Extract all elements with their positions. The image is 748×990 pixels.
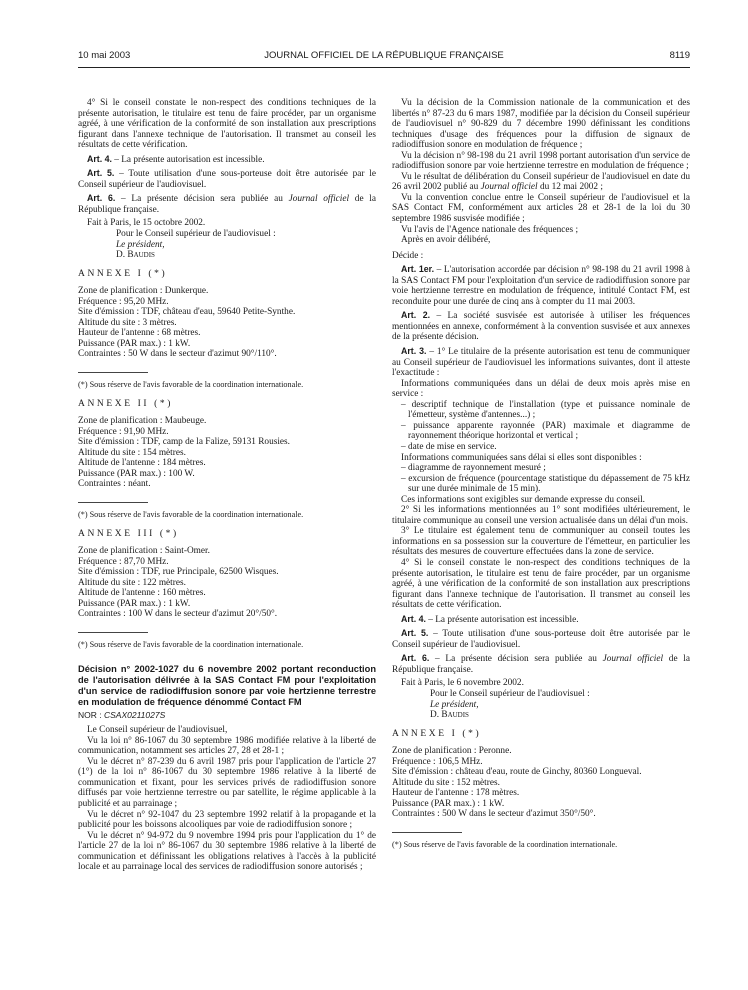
- left-column: [78, 98, 376, 873]
- article-text: – La présente décision sera publiée au: [115, 194, 289, 205]
- annex-title: ANNEXE II (*): [78, 398, 174, 409]
- list-item: – puissance apparente rayonnée (PAR) maximale et diagramme de rayonnement théorique horizontal et vertical ;: [392, 421, 690, 442]
- annex-line: Zone de planification : Dunkerque.: [78, 286, 209, 297]
- annex-block-2: [78, 399, 376, 521]
- annex-line: Fréquence : 106,5 MHz.: [392, 756, 483, 767]
- header-page-number: 8119: [669, 50, 690, 61]
- vu-line: Vu l'avis de l'Agence nationale des fréquences ;: [401, 224, 579, 235]
- vu-line: Après en avoir délibéré,: [401, 235, 491, 246]
- info-list-a: [392, 400, 690, 453]
- article-label: Art. 6.: [87, 193, 116, 204]
- header-rule: [78, 67, 690, 68]
- annex-block-3: [78, 529, 376, 651]
- annex-line: Altitude du site : 3 mètres.: [78, 317, 177, 328]
- article-6: [78, 193, 376, 215]
- vu-line: Vu la décision n° 98-198 du 21 avril 1998 portant autorisation d'un service de radiodiffusion sonore par voie hertzienne terrestre en modulation de fréquence ;: [392, 150, 690, 172]
- article-label: Art. 5.: [87, 168, 115, 179]
- intro-line: Le Conseil supérieur de l'audiovisuel,: [87, 725, 228, 736]
- annex-line: Contraintes : 100 W dans le secteur d'azimut 20°/50°.: [78, 609, 278, 620]
- annex-line: Hauteur de l'antenne : 178 mètres.: [392, 788, 520, 799]
- annex-line: Altitude du site : 152 mètres.: [392, 777, 500, 788]
- article-text: – 1° Le titulaire de la présente autorisation est tenu de communiquer au Conseil supérieur de l'audiovisuel les informations suivantes, dont il atteste l'exactitude :: [392, 347, 690, 379]
- right-column: [392, 98, 690, 851]
- article-text: – La présente décision sera publiée au: [429, 654, 603, 665]
- list-item: – descriptif technique de l'installation (type et puissance nominale de l'émetteur, système d'antennes...) ;: [392, 400, 690, 421]
- article-text: – L'autorisation accordée par décision n° 98-198 du 21 avril 1998 à la SAS Contact FM pour l'exploitation d'un service de radiodiffusion sonore par voie hertzienne terrestre en modulation de fréquence, intitulé Contact FM, est reconduite pour une durée de cinq ans à compter du 11 mai 2003.: [392, 265, 690, 307]
- intro-line: Vu le décret n° 87-239 du 6 avril 1987 pris pour l'application de l'article 27 (1°) de la loi n° 86-1067 du 30 septembre 1986 relative à la liberté de communication et fixant, pour les services privés de radiodiffusion sonore diffusés par voie hertzienne terrestre ou par satellite, le régime applicable à la publicité et au parrainage ;: [78, 756, 376, 809]
- signature-role: Le président,: [430, 699, 479, 710]
- article-label: Art. 3.: [401, 346, 427, 357]
- info-no-delay: Informations communiquées sans délai si elles sont disponibles :: [401, 452, 642, 463]
- list-item: – date de mise en service.: [392, 442, 690, 453]
- header-date: 10 mai 2003: [78, 50, 131, 61]
- paragraph-3: 3° Le titulaire est également tenu de communiquer au conseil toutes les informations en sa possession sur la couverture de l'émetteur, en particulier les résultats des mesures de couverture effectuées dans la zone de service.: [392, 526, 690, 558]
- article-label: Art. 4.: [401, 613, 426, 624]
- annex-line: Site d'émission : TDF, château d'eau, 59640 Petite-Synthe.: [78, 307, 296, 318]
- paragraph-2: 2° Si les informations mentionnées au 1° sont modifiées ultérieurement, le titulaire communique au conseil une version actualisée dans un délai d'un mois.: [392, 505, 690, 526]
- article-text: – Toute utilisation d'une sous-porteuse doit être autorisée par le Conseil supérieur de l'audiovisuel.: [78, 169, 376, 190]
- annex-line: Puissance (PAR max.) : 1 kW.: [392, 798, 505, 809]
- annex-title: ANNEXE I (*): [78, 268, 168, 279]
- article-3: [392, 346, 690, 379]
- paragraph-4: 4° Si le conseil constate le non-respect des conditions techniques de la présente autorisation, le titulaire est tenu de faire procéder, par un organisme agréé, à une vérification de la conformité de son installation aux prescriptions figurant dans l'annexe technique de l'autorisation. Il transmet au conseil les résultats de cette vérification.: [392, 557, 690, 611]
- article-text: – La présente autorisation est incessible.: [111, 154, 265, 165]
- annex-line: Puissance (PAR max.) : 1 kW.: [78, 338, 191, 349]
- article-label: Art. 2.: [401, 310, 431, 321]
- list-item: – diagramme de rayonnement mesuré ;: [392, 463, 690, 474]
- annex-footnote: (*) Sous réserve de l'avis favorable de la coordination internationale.: [392, 832, 690, 851]
- vu-line: Vu la convention conclue entre le Conseil supérieur de l'audiovisuel et la SAS Contact FM, conformément aux articles 28 et 28-1 de la loi du 30 septembre 1986 susvisée modifiée ;: [392, 192, 690, 225]
- intro-line: Vu le décret n° 94-972 du 9 novembre 1994 pris pour l'application du 1° de l'article 27 de la loi n° 86-1067 du 30 septembre 1986 relative à la liberté de communication et définissant les obligations relatives à l'accès à la publicité locale et au parrainage local des services de radiodiffusion sonore autorisés ;: [78, 830, 376, 873]
- article-4: [78, 154, 376, 166]
- annex-line: Puissance (PAR max.) : 100 W.: [78, 468, 195, 479]
- annex-line: Fréquence : 95,20 MHz.: [78, 296, 169, 307]
- annex-line: Altitude du site : 154 mètres.: [78, 447, 186, 458]
- decision-title: Décision n° 2002-1027 du 6 novembre 2002 portant reconduction de l'autorisation délivrée à la SAS Contact FM pour l'exploitation d'un service de radiodiffusion sonore par voie hertzienne terrestre en modulation de fréquence dénommé Contact FM: [78, 664, 376, 707]
- paragraph-4-continued: 4° Si le conseil constate le non-respect des conditions techniques de la présente autorisation, le titulaire est tenu de faire procéder, par un organisme agréé, à une vérification de la conformité de son installation aux prescriptions figurant dans l'annexe technique de l'autorisation. Il transmet au conseil les résultats de cette vérification.: [78, 98, 376, 151]
- info-two-months: Informations communiquées dans un délai de deux mois après mise en service :: [392, 378, 690, 400]
- nor-reference: NOR : CSAX0211027S: [78, 709, 166, 720]
- intro-line: Vu le décret n° 92-1047 du 23 septembre 1992 relatif à la propagande et la publicité pour les boissons alcooliques par voie de radiodiffusion sonore ;: [78, 809, 376, 831]
- annex-footnote: (*) Sous réserve de l'avis favorable de la coordination internationale.: [78, 502, 376, 521]
- article-6: [392, 653, 690, 675]
- info-required: Ces informations sont exigibles sur demande expresse du conseil.: [401, 494, 645, 505]
- signature-role: Le président,: [116, 239, 165, 250]
- annex-title: ANNEXE I (*): [392, 728, 482, 739]
- article-1: [392, 264, 690, 307]
- annex-line: Contraintes : 500 W dans le secteur d'azimut 350°/50°.: [392, 809, 596, 820]
- annex-block-peronne: [392, 729, 690, 851]
- signature-name: D. Baudis: [430, 710, 469, 721]
- list-item: – excursion de fréquence (pourcentage statistique du dépassement de 75 kHz sur une durée minimale de 15 min).: [392, 474, 690, 495]
- annex-line: Zone de planification : Peronne.: [392, 746, 512, 757]
- page-header: [78, 50, 690, 64]
- signature-name: D. Baudis: [116, 250, 155, 261]
- info-list-b: [392, 463, 690, 495]
- article-text: – La présente autorisation est incessible.: [425, 614, 579, 625]
- annex-line: Altitude de l'antenne : 160 mètres.: [78, 588, 206, 599]
- article-5: [78, 168, 376, 190]
- article-label: Art. 1er.: [401, 264, 435, 275]
- article-2: [392, 310, 690, 343]
- intro-line: Vu la loi n° 86-1067 du 30 septembre 1986 modifiée relative à la liberté de communication, notamment ses articles 27, 28 et 28-1 ;: [78, 735, 376, 757]
- annex-footnote: (*) Sous réserve de l'avis favorable de la coordination internationale.: [78, 372, 376, 391]
- fait-a-paris: Fait à Paris, le 6 novembre 2002.: [401, 678, 524, 689]
- annex-title: ANNEXE III (*): [78, 528, 179, 539]
- decide-heading: Décide :: [392, 250, 424, 261]
- journal-name: Journal officiel: [602, 654, 664, 665]
- annex-line: Site d'émission : château d'eau, route de Ginchy, 80360 Longueval.: [392, 767, 642, 778]
- article-label: Art. 6.: [401, 653, 430, 664]
- article-text: de la République française.: [78, 194, 377, 215]
- annex-block-1: [78, 269, 376, 391]
- annex-line: Altitude de l'antenne : 184 mètres.: [78, 458, 206, 469]
- article-text: – La société susvisée est autorisée à utiliser les fréquences mentionnées en annexe, conformément à la convention susvisée et aux annexes de la présente décision.: [392, 311, 690, 343]
- annex-line: Fréquence : 91,90 MHz.: [78, 426, 169, 437]
- annex-footnote: (*) Sous réserve de l'avis favorable de la coordination internationale.: [78, 632, 376, 651]
- annex-line: Altitude du site : 122 mètres.: [78, 577, 186, 588]
- annex-line: Site d'émission : TDF, camp de la Falize, 59131 Rousies.: [78, 437, 290, 448]
- annex-line: Site d'émission : TDF, rue Principale, 62500 Wisques.: [78, 567, 279, 578]
- journal-name: Journal officiel: [288, 194, 350, 205]
- signature-for: Pour le Conseil supérieur de l'audiovisuel :: [430, 688, 590, 699]
- annex-line: Zone de planification : Maubeuge.: [78, 416, 207, 427]
- annex-line: Zone de planification : Saint-Omer.: [78, 546, 210, 557]
- annex-line: Contraintes : 50 W dans le secteur d'azimut 90°/110°.: [78, 349, 277, 360]
- signature-for: Pour le Conseil supérieur de l'audiovisuel :: [116, 229, 276, 240]
- annex-line: Puissance (PAR max.) : 1 kW.: [78, 598, 191, 609]
- vu-line: Vu la décision de la Commission nationale de la communication et des libertés n° 87-23 du 6 mars 1987, modifiée par la décision du Conseil supérieur de l'audiovisuel n° 90-829 du 7 décembre 1990 définissant les conditions techniques d'usage des fréquences pour la diffusion de signaux de radiodiffusion sonore en modulation de fréquence ;: [392, 98, 690, 151]
- fait-a-paris: Fait à Paris, le 15 octobre 2002.: [87, 218, 206, 229]
- header-journal-title: JOURNAL OFFICIEL DE LA RÉPUBLIQUE FRANÇAISE: [264, 50, 504, 61]
- article-5: [392, 628, 690, 650]
- article-4: [392, 614, 690, 626]
- vu-line: Vu le résultat de délibération du Conseil supérieur de l'audiovisuel en date du 26 avril 2002 publié au Journal officiel du 12 mai 2002 ;: [392, 171, 690, 193]
- annex-line: Contraintes : néant.: [78, 479, 151, 490]
- article-label: Art. 5.: [401, 628, 429, 639]
- annex-line: Fréquence : 87,70 MHz.: [78, 556, 169, 567]
- article-label: Art. 4.: [87, 153, 112, 164]
- article-text: de la République française.: [392, 654, 691, 675]
- article-text: – Toute utilisation d'une sous-porteuse doit être autorisée par le Conseil supérieur de l'audiovisuel.: [392, 629, 690, 650]
- annex-line: Hauteur de l'antenne : 68 mètres.: [78, 328, 201, 339]
